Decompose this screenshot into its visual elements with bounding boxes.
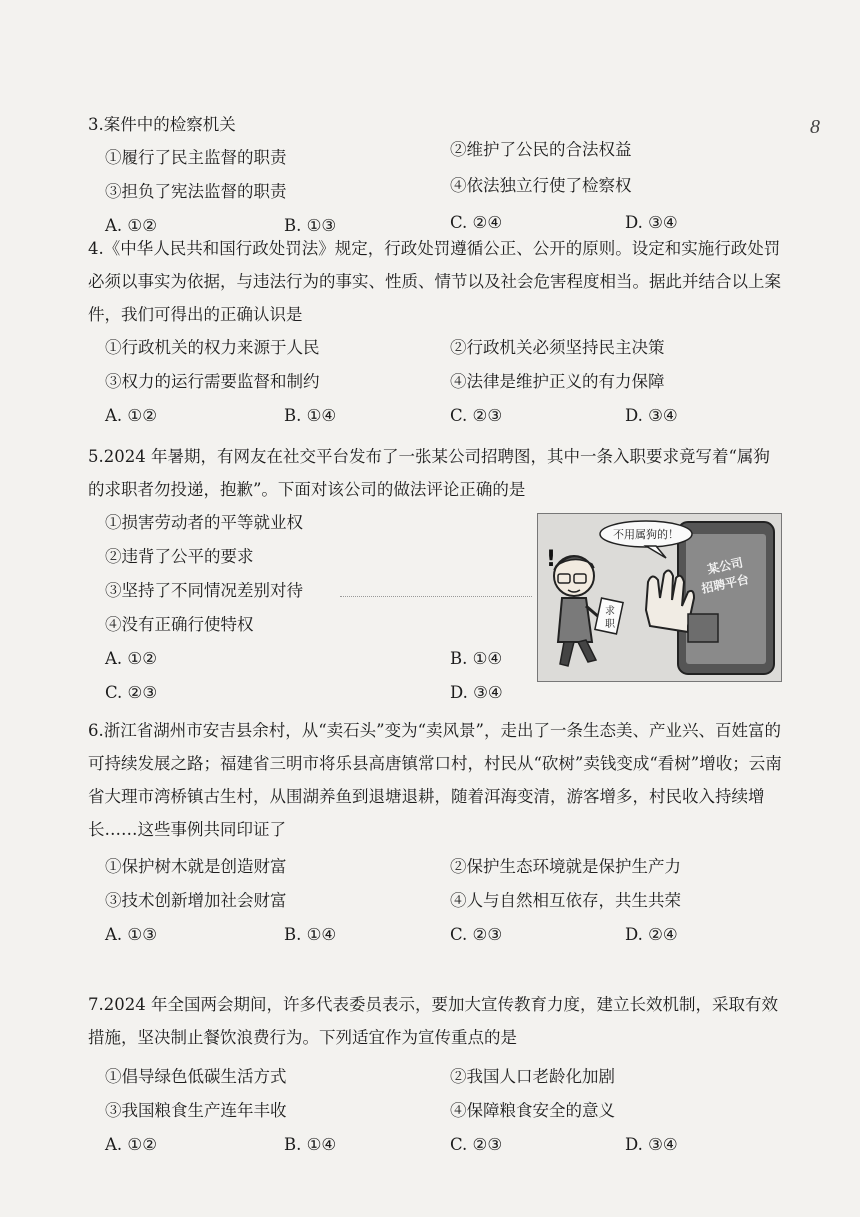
answer-a: A. ①② [105, 406, 157, 425]
answer-c: C. ②③ [105, 683, 158, 702]
svg-text:!: ! [546, 547, 557, 572]
option-4: ④没有正确行使特权 [105, 615, 254, 634]
option-row [88, 365, 788, 399]
option-2: ②维护了公民的合法权益 [450, 140, 632, 159]
option-3: ③我国粮食生产连年丰收 [105, 1101, 287, 1120]
answer-a: A. ①② [105, 1135, 157, 1154]
question-stem: 6.浙江省湖州市安吉县余村，从“卖石头”变为“卖风景”，走出了一条生态美、产业兴、百姓富的可持续发展之路；福建省三明市将乐县高唐镇常口村，村民从“砍树”卖钱变成“看树”增收；云南省大理市湾桥镇古生村，从围湖养鱼到退塘退耕，随着洱海变清，游客增多，村民收入持续增长……这些事例共同印证了 [88, 721, 782, 839]
question-7 [88, 988, 788, 1162]
option-1: ①行政机关的权力来源于人民 [105, 338, 320, 357]
option-row [88, 331, 788, 365]
option-4: ④保障粮食安全的意义 [450, 1101, 615, 1120]
question-3 [88, 108, 788, 243]
answer-b: B. ①④ [284, 925, 337, 944]
option-4: ④法律是维护正义的有力保障 [450, 372, 665, 391]
option-1: ①倡导绿色低碳生活方式 [105, 1067, 287, 1086]
option-4: ④人与自然相互依存，共生共荣 [450, 891, 681, 910]
answer-c: C. ②③ [450, 925, 503, 944]
answer-d: D. ③④ [450, 683, 503, 702]
answer-row [88, 918, 788, 952]
option-1: ①保护树木就是创造财富 [105, 857, 287, 876]
answer-row [88, 399, 788, 433]
answer-a: A. ①② [105, 649, 157, 668]
option-1: ①履行了民主监督的职责 [105, 148, 287, 167]
question-stem: 5.2024 年暑期，有网友在社交平台发布了一张某公司招聘图，其中一条入职要求竟写着“属狗的求职者勿投递，抱歉”。下面对该公司的做法评论正确的是 [88, 447, 770, 499]
question-4 [88, 232, 788, 433]
recruitment-cartoon [537, 513, 782, 682]
question-stem: 7.2024 年全国两会期间，许多代表委员表示，要加大宣传教育力度，建立长效机制，采取有效措施，坚决制止餐饮浪费行为。下列适宜作为宣传重点的是 [88, 995, 778, 1047]
answer-a: A. ①② [105, 216, 157, 235]
answer-d: D. ③④ [625, 213, 678, 232]
answer-row [88, 1128, 788, 1162]
answer-b: B. ①④ [284, 1135, 337, 1154]
option-2: ②我国人口老龄化加剧 [450, 1067, 615, 1086]
answer-c: C. ②③ [450, 1135, 503, 1154]
option-3: ③担负了宪法监督的职责 [105, 182, 287, 201]
answer-a: A. ①③ [105, 925, 157, 944]
scan-artifact-line [340, 596, 532, 597]
option-row [88, 850, 788, 884]
option-1: ①损害劳动者的平等就业权 [105, 513, 303, 532]
doc-line-2: 职 [605, 619, 615, 630]
option-3: ③权力的运行需要监督和制约 [105, 372, 320, 391]
cartoon-drawing [538, 514, 781, 681]
option-2: ②保护生态环境就是保护生产力 [450, 857, 681, 876]
option-2: ②行政机关必须坚持民主决策 [450, 338, 665, 357]
option-4: ④依法独立行使了检察权 [450, 176, 632, 195]
option-row [88, 141, 788, 175]
answer-d: D. ③④ [625, 406, 678, 425]
option-row [88, 175, 788, 209]
question-stem: 3.案件中的检察机关 [88, 115, 236, 134]
bubble-text: 不用属狗的！ [613, 528, 679, 541]
option-row [88, 1094, 788, 1128]
option-3: ③坚持了不同情况差别对待 [105, 581, 303, 600]
screen-line-1: 某公司 [706, 555, 745, 577]
page-number: 8 [810, 116, 820, 138]
question-stem: 4.《中华人民共和国行政处罚法》规定，行政处罚遵循公正、公开的原则。设定和实施行政处罚必须以事实为依据，与违法行为的事实、性质、情节以及社会危害程度相当。据此并结合以上案件，我们可得出的正确认识是 [88, 239, 781, 324]
option-row [88, 884, 788, 918]
answer-d: D. ③④ [625, 1135, 678, 1154]
option-3: ③技术创新增加社会财富 [105, 891, 287, 910]
answer-b: B. ①③ [284, 216, 337, 235]
option-2: ②违背了公平的要求 [105, 547, 254, 566]
option-row [88, 1060, 788, 1094]
question-6 [88, 714, 788, 952]
doc-line-1: 求 [605, 606, 615, 617]
screen-line-2: 招聘平台 [700, 572, 751, 596]
answer-b: B. ①④ [284, 406, 337, 425]
answer-d: D. ②④ [625, 925, 678, 944]
answer-c: C. ②③ [450, 406, 503, 425]
answer-c: C. ②④ [450, 213, 503, 232]
answer-b: B. ①④ [450, 649, 503, 668]
